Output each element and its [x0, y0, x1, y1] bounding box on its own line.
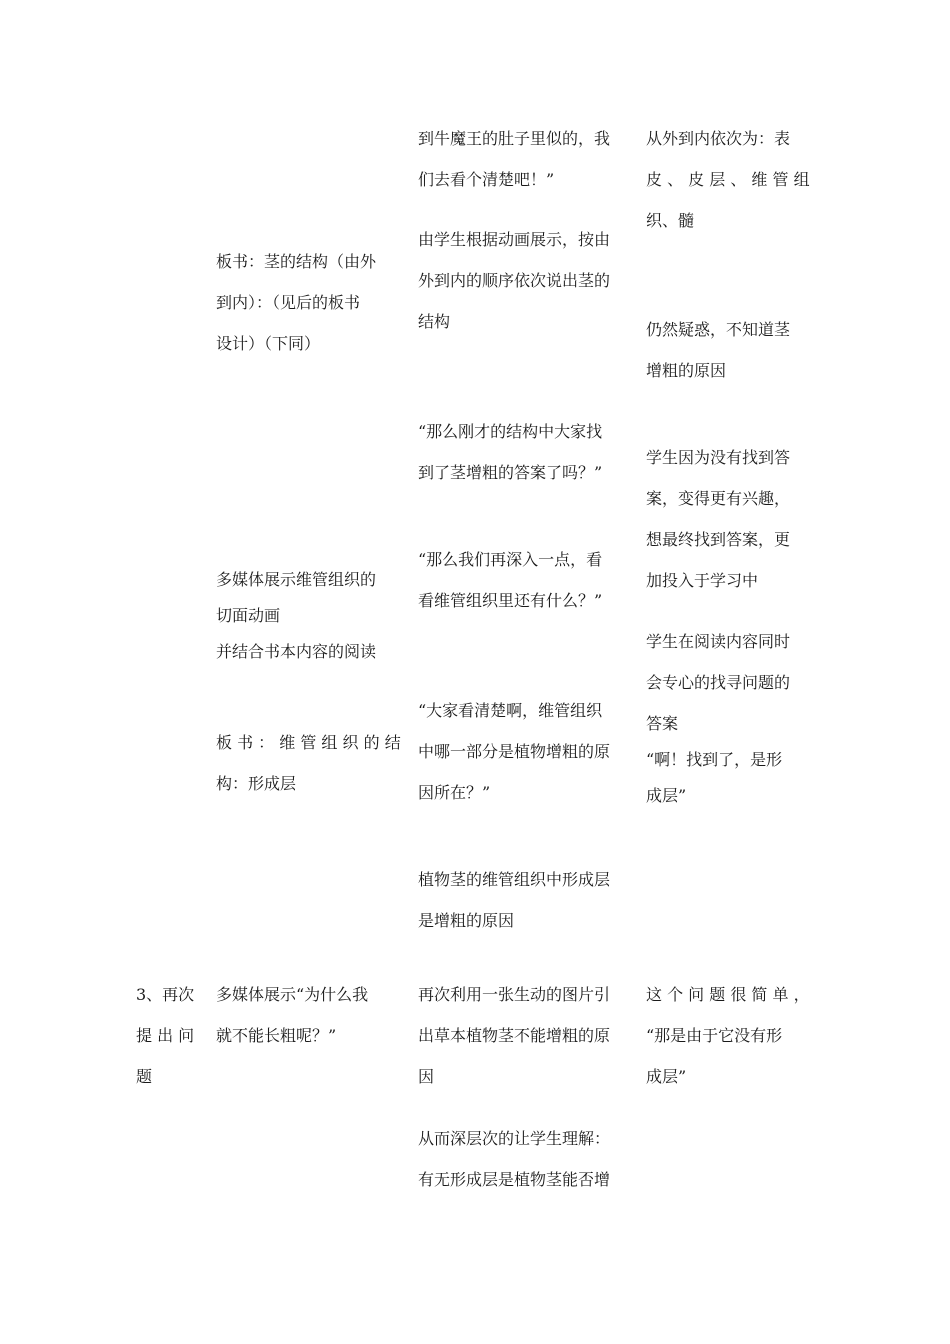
teacher-intro	[418, 118, 610, 200]
text-line: 皮 、 皮 层 、 维 管 组	[646, 170, 810, 189]
text-line: 成层”	[646, 1067, 687, 1086]
text-line: 提 出 问	[136, 1026, 195, 1045]
text-line: 板 书 ： 维 管 组 织 的 结	[216, 733, 401, 752]
board-stem-structure	[216, 241, 376, 364]
text-line: 外到内的顺序依次说出茎的	[418, 271, 611, 290]
text-line: 并结合书本内容的阅读	[216, 642, 377, 661]
step-3-label	[136, 974, 194, 1097]
deeper-understanding	[418, 1118, 610, 1200]
media-vascular-animation	[216, 562, 376, 670]
text-line: 中哪一部分是植物增粗的原	[418, 742, 611, 761]
text-line: 这 个 问 题 很 简 单 ，	[646, 985, 810, 1004]
text-line: 到牛魔王的肚子里似的，我	[418, 129, 611, 148]
text-line: 多媒体展示“为什么我	[216, 985, 369, 1004]
text-line: 因	[418, 1067, 435, 1086]
text-line: 切面动画	[216, 606, 281, 625]
text-line: 出草本植物茎不能增粗的原	[418, 1026, 611, 1045]
text-line: 就不能长粗呢？”	[216, 1026, 337, 1045]
text-line: 结构	[418, 312, 451, 331]
text-line: 到了茎增粗的答案了吗？”	[418, 463, 603, 482]
text-line: “那是由于它没有形	[646, 1026, 783, 1045]
text-line: “那么我们再深入一点，看	[418, 550, 603, 569]
text-line: 题	[136, 1067, 153, 1086]
text-line: “大家看清楚啊，维管组织	[418, 701, 603, 720]
text-line: “那么刚才的结构中大家找	[418, 422, 603, 441]
text-line: 案，变得更有兴趣，	[646, 489, 791, 508]
text-line: 有无形成层是植物茎能否增	[418, 1170, 611, 1189]
text-line: 看维管组织里还有什么？”	[418, 591, 603, 610]
question-go-deeper	[418, 539, 602, 621]
text-line: 由学生根据动画展示，按由	[418, 230, 611, 249]
student-order-answer	[646, 118, 810, 241]
text-line: 设计）（下同）	[216, 334, 321, 353]
again-picture-intro	[418, 974, 610, 1097]
text-line: 增粗的原因	[646, 361, 727, 380]
text-line: 板书：茎的结构（由外	[216, 252, 377, 271]
question-which-part	[418, 690, 610, 813]
text-line: 仍然疑惑，不知道茎	[646, 320, 791, 339]
text-line: 从而深层次的让学生理解：	[418, 1129, 611, 1148]
text-line: 加投入于学习中	[646, 571, 759, 590]
text-line: “啊！找到了，是形	[646, 750, 783, 769]
text-line: 答案	[646, 714, 679, 733]
student-describe-structure	[418, 219, 610, 342]
student-simple-answer	[646, 974, 810, 1097]
media-why-not-thick	[216, 974, 368, 1056]
student-interest	[646, 437, 790, 601]
text-line: 到内）：（见后的板书	[216, 293, 361, 312]
student-reading-focus	[646, 621, 790, 744]
text-line: 再次利用一张生动的图片引	[418, 985, 611, 1004]
student-confused	[646, 309, 790, 391]
text-line: 成层”	[646, 786, 687, 805]
text-line: 3、再次	[136, 985, 195, 1004]
text-line: 织、髓	[646, 211, 695, 230]
text-line: 会专心的找寻问题的	[646, 673, 791, 692]
text-line: 多媒体展示维管组织的	[216, 570, 377, 589]
text-line: 从外到内依次为：表	[646, 129, 791, 148]
text-line: 学生因为没有找到答	[646, 448, 791, 467]
text-line: 是增粗的原因	[418, 911, 515, 930]
conclusion-cambium	[418, 859, 610, 941]
board-vascular-structure	[216, 722, 401, 804]
text-line: 植物茎的维管组织中形成层	[418, 870, 611, 889]
text-line: 因所在？”	[418, 783, 491, 802]
text-line: 学生在阅读内容同时	[646, 632, 791, 651]
text-line: 想最终找到答案，更	[646, 530, 791, 549]
text-line: 们去看个清楚吧！”	[418, 170, 555, 189]
student-found-cambium	[646, 742, 782, 814]
question-found-answer	[418, 411, 602, 493]
text-line: 构：形成层	[216, 774, 297, 793]
